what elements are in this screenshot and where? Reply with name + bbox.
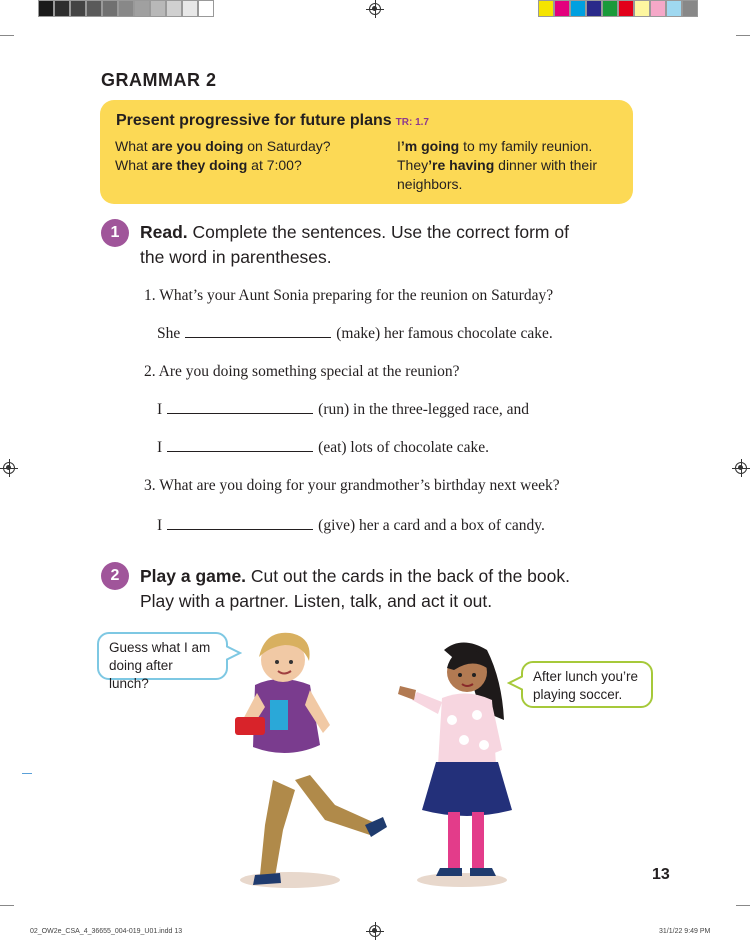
activity-number-badge: 1 bbox=[101, 219, 129, 247]
grammar-right-examples bbox=[397, 137, 597, 194]
crop-mark bbox=[736, 35, 750, 36]
crop-mark bbox=[0, 905, 14, 906]
boy-illustration bbox=[225, 625, 395, 895]
example-line: I’m going to my family reunion. bbox=[397, 138, 593, 154]
question-3: 3. What are you doing for your grandmother’s birthday next week? bbox=[144, 477, 560, 494]
track-label: TR: 1.7 bbox=[395, 117, 429, 128]
grammar-left-examples bbox=[115, 137, 331, 175]
crop-mark bbox=[0, 35, 14, 36]
example-line: What are they doing at 7:00? bbox=[115, 157, 302, 173]
girl-illustration bbox=[392, 640, 522, 890]
activity-label: Read. bbox=[140, 222, 188, 242]
fill-in-blank[interactable] bbox=[167, 413, 313, 414]
boy-speech-bubble: Guess what I am doing after lunch? bbox=[97, 632, 228, 680]
section-heading: GRAMMAR 2 bbox=[101, 70, 217, 90]
activity2-instructions: Play a game. Cut out the cards in the back of the book. Play with a partner. Listen, talk, and act it out. bbox=[140, 566, 570, 611]
activity-label: Play a game. bbox=[140, 566, 247, 586]
example-line: What are you doing on Saturday? bbox=[115, 138, 331, 154]
footer-timestamp: 31/1/22 9:49 PM bbox=[659, 928, 711, 935]
registration-mark-icon bbox=[3, 462, 15, 474]
grammar-title: Present progressive for future plans bbox=[116, 112, 392, 129]
girl-speech-bubble: After lunch you’re playing soccer. bbox=[521, 661, 653, 708]
registration-mark-icon bbox=[735, 462, 747, 474]
fill-in-blank[interactable] bbox=[167, 451, 313, 452]
registration-mark-icon bbox=[369, 925, 381, 937]
activity-number-badge: 2 bbox=[101, 562, 129, 590]
answer-line-3: I (give) her a card and a box of candy. bbox=[157, 517, 545, 534]
activity1-instructions: Read. Complete the sentences. Use the correct form of the word in parentheses. bbox=[140, 222, 569, 267]
question-2: 2. Are you doing something special at the reunion? bbox=[144, 363, 460, 380]
footer-file-info: 02_OW2e_CSA_4_36655_004-019_U01.indd 13 bbox=[30, 928, 183, 935]
answer-line-2a: I (run) in the three-legged race, and bbox=[157, 401, 530, 418]
registration-mark-icon bbox=[369, 3, 381, 15]
grammar-box-title bbox=[116, 112, 429, 130]
question-1: 1. What’s your Aunt Sonia preparing for the reunion on Saturday? bbox=[144, 287, 554, 304]
fill-in-blank[interactable] bbox=[185, 337, 331, 338]
guide-mark bbox=[22, 773, 32, 774]
crop-mark bbox=[736, 905, 750, 906]
grayscale-color-bar bbox=[38, 0, 214, 17]
answer-line-1: She (make) her famous chocolate cake. bbox=[157, 325, 553, 342]
example-line: They’re having dinner with their bbox=[397, 157, 597, 173]
process-color-bar bbox=[538, 0, 698, 17]
fill-in-blank[interactable] bbox=[167, 529, 313, 530]
answer-line-2b: I (eat) lots of chocolate cake. bbox=[157, 439, 490, 456]
page-number: 13 bbox=[652, 866, 670, 883]
grammar-box bbox=[100, 100, 633, 204]
example-line: neighbors. bbox=[397, 176, 463, 192]
